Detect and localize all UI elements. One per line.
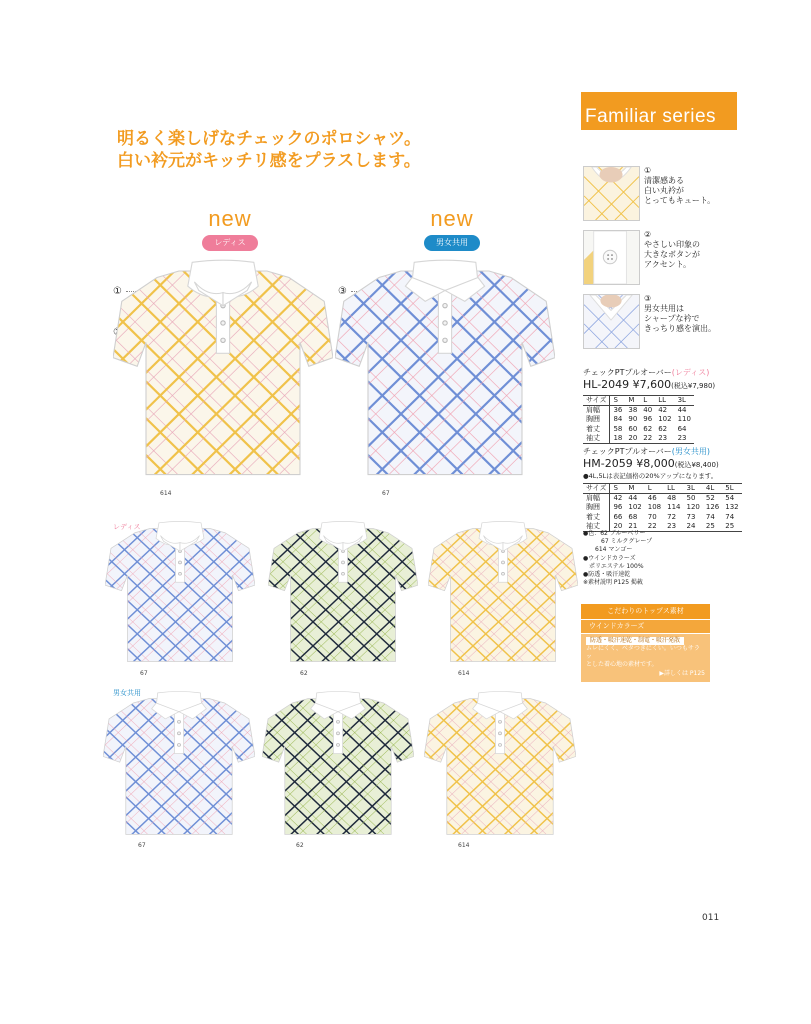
size-cell: S: [610, 484, 625, 494]
material-text: とした着心地の素材です。: [586, 661, 658, 668]
detail-line: 大きなボタンが: [644, 250, 700, 259]
size-cell: 袖丈: [583, 522, 610, 532]
note-line: ●ウインドカラーズ: [583, 554, 636, 562]
shirt-graphic: [335, 258, 555, 480]
category-pill-unisex: 男女共用: [424, 235, 480, 251]
category-pill-ladies: レディス: [202, 235, 257, 251]
size-cell: 108: [647, 503, 662, 512]
unisex-shirt-67: [103, 690, 255, 838]
size-cell: サイズ: [583, 484, 610, 494]
note-line: ●防透・吸汗速乾: [583, 571, 631, 579]
color-code: 67: [382, 490, 390, 497]
product-ladies: [583, 368, 715, 444]
detail-num: ③: [644, 294, 652, 303]
size-cell: 84: [613, 415, 623, 424]
detail-photo-collar: [583, 166, 640, 221]
product-tag: (レディス): [671, 368, 710, 377]
detail-photo-button: [583, 230, 640, 285]
size-cell: 132: [725, 503, 739, 512]
size-cell: 20: [625, 434, 640, 444]
size-cell: 着丈: [583, 513, 610, 523]
size-cell: 20: [610, 522, 625, 532]
size-row: [583, 415, 694, 425]
size-cell: 74: [705, 512, 715, 521]
shirt-graphic: [268, 520, 418, 665]
size-cell: 62: [643, 424, 653, 433]
color-code: 614: [458, 670, 470, 677]
size-cell: 62: [658, 424, 668, 433]
new-badge-unisex: [412, 208, 492, 251]
size-cell: 肩幅: [583, 406, 610, 416]
callout-1: ①: [113, 286, 122, 297]
size-row: [583, 503, 742, 513]
unisex-shirt-62: [262, 690, 414, 838]
size-cell: 24: [684, 522, 703, 532]
size-cell: 21: [625, 522, 644, 532]
product-price-line: [583, 457, 742, 472]
detail-line: 男女共用は: [644, 304, 684, 313]
product-name: [583, 447, 742, 457]
detail-line: 白い丸衿が: [644, 186, 684, 195]
product-unisex: [583, 447, 742, 532]
size-row: [583, 513, 742, 523]
product-notes: [583, 530, 652, 587]
detail-line: やさしい印象の: [644, 240, 700, 249]
detail-line: とってもキュート。: [644, 196, 716, 205]
size-cell: 54: [725, 494, 735, 502]
size-cell: 126: [705, 503, 720, 512]
size-cell: 90: [628, 415, 638, 424]
size-cell: 50: [686, 494, 696, 502]
size-cell: 胸囲: [583, 503, 610, 513]
size-cell: 18: [610, 434, 625, 444]
material-box-subheader: ウインドカラーズ: [581, 620, 710, 633]
ladies-shirt-614: [428, 520, 578, 665]
size-cell: 120: [686, 503, 700, 512]
shirt-graphic: [103, 690, 255, 838]
color-code: 62: [300, 670, 308, 677]
size-cell: 4L: [703, 484, 722, 494]
price-tax: (税込¥7,980): [671, 382, 716, 390]
size-cell: 着丈: [583, 425, 610, 435]
size-table-ladies: [583, 395, 694, 444]
material-chip: 防透・吸汗速乾・制電・吸汗発散: [586, 637, 684, 645]
product-name: [583, 368, 715, 378]
size-cell: 胸囲: [583, 415, 610, 425]
size-cell: 52: [705, 494, 715, 502]
size-cell: 58: [613, 424, 623, 433]
note-line: ●色：62 ブルーベリー: [583, 530, 646, 537]
shirt-graphic: [262, 690, 414, 838]
model-number: HL-2049: [583, 378, 630, 391]
size-cell: 36: [613, 406, 623, 414]
size-cell: 23: [655, 434, 674, 444]
series-banner: Familiar series: [581, 92, 737, 130]
model-number: HM-2059: [583, 457, 633, 470]
color-code: 67: [140, 670, 148, 677]
shirt-graphic: [113, 258, 333, 480]
size-cell: 48: [667, 494, 677, 502]
price: ¥7,600: [632, 378, 672, 391]
size-cell: 46: [647, 494, 657, 502]
size-cell: 73: [686, 512, 696, 521]
size-cell: 70: [647, 512, 657, 521]
size-cell: 肩幅: [583, 494, 610, 504]
detail-line: 清潔感ある: [644, 176, 684, 185]
size-row: [583, 425, 694, 435]
new-label: new: [208, 206, 252, 231]
detail-line: シャープな衿で: [644, 314, 700, 323]
size-cell: 25: [722, 522, 741, 532]
price-tax: (税込¥8,400): [674, 461, 719, 469]
new-badge-ladies: [190, 208, 270, 251]
detail-line: きっちり感を演出。: [644, 324, 716, 333]
size-cell: 102: [628, 503, 642, 512]
size-cell: L: [640, 396, 655, 406]
unisex-shirt-614: [424, 690, 576, 838]
size-cell: 74: [725, 512, 735, 521]
detail-text-3: [644, 294, 716, 334]
size-cell: 96: [643, 415, 653, 424]
detail-num: ②: [644, 230, 652, 239]
callout-3: ③: [338, 286, 347, 297]
size-cell: LL: [655, 396, 674, 406]
shirt-graphic: [424, 690, 576, 838]
size-cell: 44: [628, 494, 638, 502]
size-cell: 38: [628, 406, 638, 414]
size-cell: M: [625, 396, 640, 406]
material-info-box: [581, 604, 710, 682]
hero-shirt-ladies: [113, 258, 333, 480]
size-cell: 64: [677, 424, 687, 433]
ladies-shirt-67: [105, 520, 255, 665]
price: ¥8,000: [636, 457, 675, 470]
size-cell: 40: [643, 406, 653, 414]
shirt-graphic: [105, 520, 255, 665]
size-cell: 3L: [675, 396, 694, 406]
note-line: 67 ミルクグレープ: [583, 538, 653, 546]
hero-shirt-unisex: [335, 258, 555, 480]
section-tag-ladies: レディス: [113, 523, 141, 531]
size-row: [583, 406, 694, 416]
size-table-unisex: [583, 483, 742, 532]
size-cell: 22: [645, 522, 664, 532]
product-name-text: チェックPTプルオーバー: [583, 368, 672, 377]
size-cell: 42: [658, 406, 668, 414]
new-label: new: [430, 206, 474, 231]
detail-photo-sharp-collar: [583, 294, 640, 349]
size-cell: 22: [640, 434, 655, 444]
size-cell: 68: [628, 512, 638, 521]
note-line: 614 マンゴー: [583, 546, 633, 554]
size-cell: 袖丈: [583, 434, 610, 444]
material-box-body: [581, 634, 710, 682]
product-name-text: チェックPTプルオーバー: [583, 447, 672, 456]
color-code: 614: [458, 842, 470, 849]
color-code: 614: [160, 490, 172, 497]
note-line: ※素材説明 P125 掲載: [583, 579, 643, 587]
material-more-link[interactable]: ▶詳しくは P125: [659, 670, 705, 677]
size-cell: L: [645, 484, 664, 494]
size-row: [583, 434, 694, 444]
size-cell: 23: [664, 522, 683, 532]
headline-line-1: 明るく楽しげなチェックのポロシャツ。: [117, 129, 421, 149]
product-tag: (男女共用): [671, 447, 710, 456]
shirt-graphic: [428, 520, 578, 665]
size-cell: M: [625, 484, 644, 494]
detail-text-1: [644, 166, 715, 206]
section-tag-unisex: 男女共用: [113, 689, 141, 697]
size-cell: 60: [628, 424, 638, 433]
detail-text-2: [644, 230, 700, 270]
note-line: ポリエステル 100%: [583, 562, 644, 570]
product-price-line: [583, 378, 715, 393]
size-cell: サイズ: [583, 396, 610, 406]
size-cell: 114: [667, 503, 681, 512]
page-number: 011: [702, 913, 720, 923]
size-cell: 66: [613, 512, 623, 521]
size-cell: 3L: [684, 484, 703, 494]
size-note: ●4L,5Lは表記価格の20%アップになります。: [583, 472, 718, 480]
size-row: [583, 396, 694, 406]
size-cell: LL: [664, 484, 683, 494]
size-cell: 25: [703, 522, 722, 532]
size-cell: 72: [667, 512, 677, 521]
size-cell: 102: [658, 415, 672, 424]
headline: [117, 128, 421, 172]
size-cell: 5L: [722, 484, 741, 494]
color-code: 62: [296, 842, 304, 849]
size-cell: 44: [677, 406, 687, 414]
detail-line: アクセント。: [644, 260, 692, 269]
ladies-shirt-62: [268, 520, 418, 665]
size-cell: 23: [675, 434, 694, 444]
size-cell: 42: [613, 494, 623, 502]
headline-line-2: 白い衿元がキッチリ感をプラスします。: [117, 151, 421, 171]
size-cell: S: [610, 396, 625, 406]
material-box-header: こだわりのトップス素材: [581, 604, 710, 619]
size-row: [583, 484, 742, 494]
size-cell: 110: [677, 415, 691, 424]
detail-num: ①: [644, 166, 652, 175]
size-row: [583, 494, 742, 504]
material-text: ムレにくく、ベタつきにくい。いつもサラッ: [586, 645, 700, 660]
size-cell: 96: [613, 503, 623, 512]
color-code: 67: [138, 842, 146, 849]
